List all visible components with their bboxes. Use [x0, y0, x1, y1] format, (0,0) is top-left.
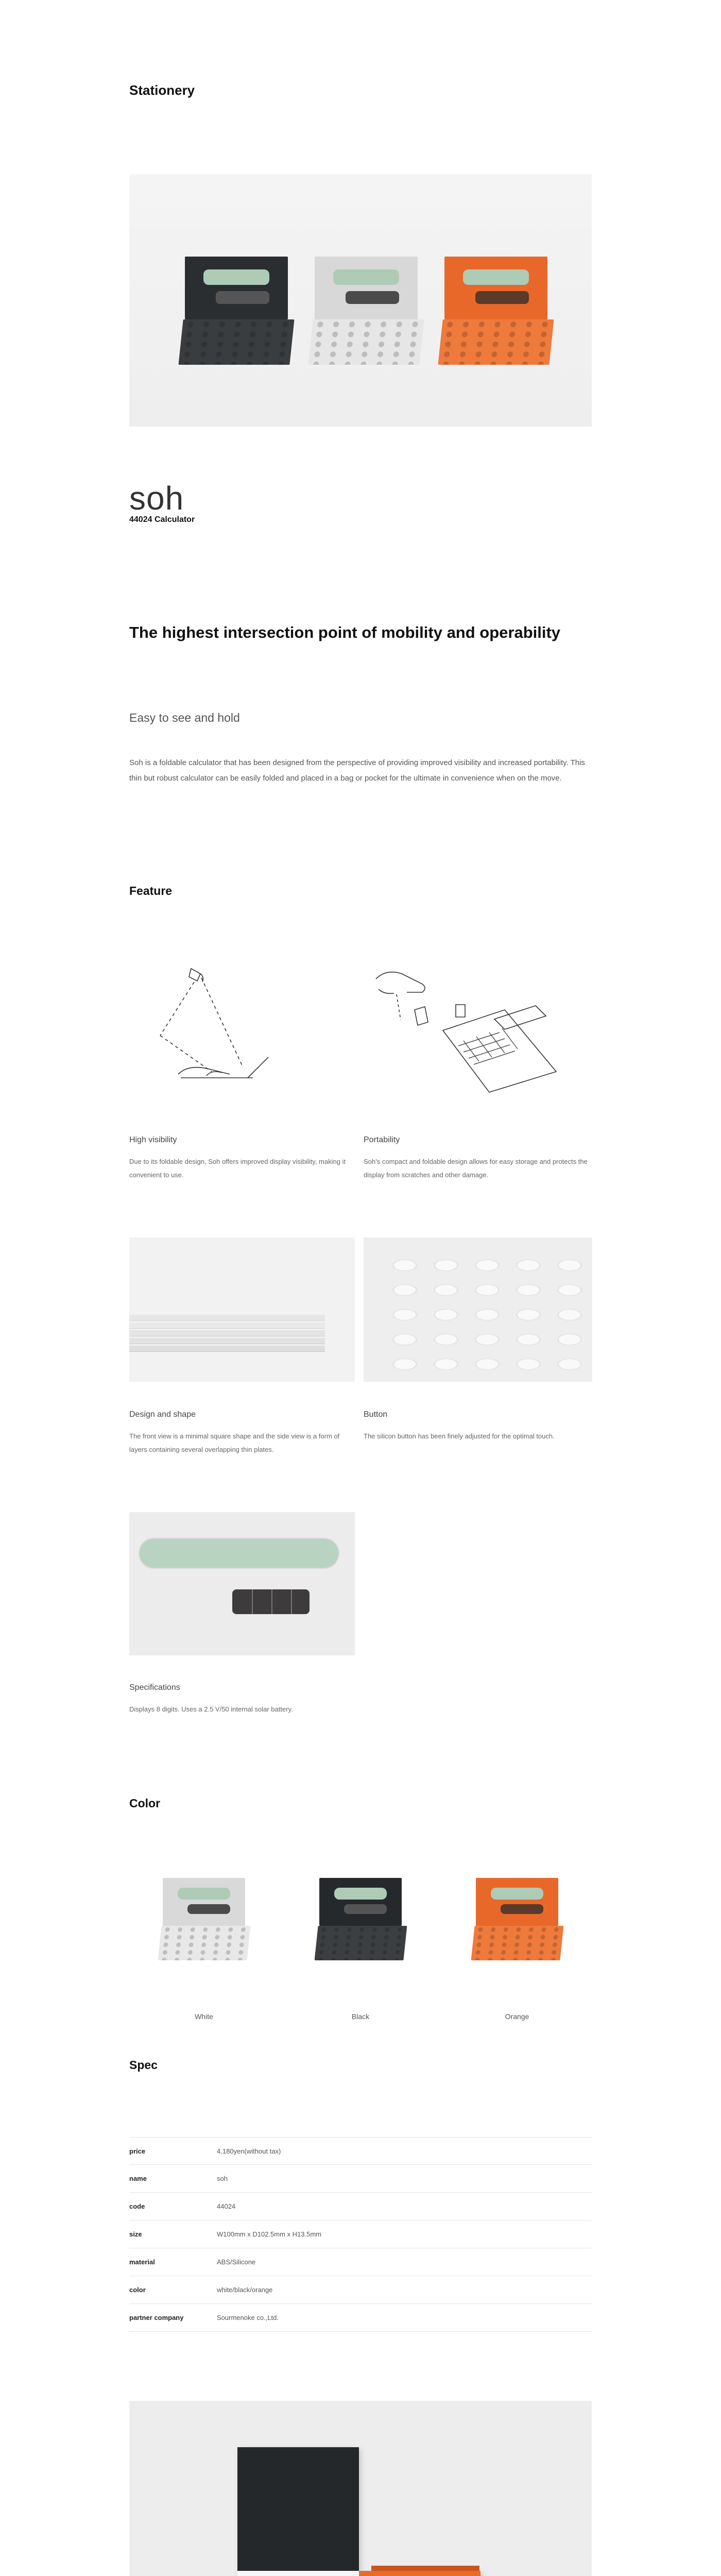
intro-body: Soh is a foldable calculator that has been designed from the perspective of providing improved visibility and increased portability. This thin but robust calculator can be easily folded and placed in a bag or pocket for the ultimate in convenience when on the move. [129, 758, 585, 783]
feature-4-title: Button [364, 1410, 388, 1419]
spec-row-material [129, 2248, 592, 2276]
spec-row-size [129, 2221, 592, 2248]
feature-1-title: High visibility [129, 1136, 177, 1144]
feature-2-title: Portability [364, 1136, 400, 1144]
headline: The highest intersection point of mobility and operability [129, 623, 561, 641]
color-title: Color [129, 1797, 161, 1810]
display-photo [129, 1512, 355, 1655]
spec-row-color [129, 2276, 592, 2304]
spec-value: soh [217, 2175, 228, 2182]
white-calculator [315, 257, 418, 365]
spec-label: code [129, 2202, 145, 2210]
spec-label: name [129, 2175, 147, 2182]
spec-label: color [129, 2286, 146, 2294]
intro-subhead: Easy to see and hold [129, 711, 240, 724]
spec-row-name [129, 2165, 592, 2193]
feature-title: Feature [129, 884, 173, 897]
feature-3-title: Design and shape [129, 1410, 196, 1419]
product-model: 44024 Calculator [129, 515, 195, 524]
spec-label: price [129, 2147, 146, 2155]
spec-value: white/black/orange [217, 2286, 273, 2294]
spec-table [129, 2137, 592, 2332]
color-white-label: White [195, 2012, 213, 2021]
spec-title: Spec [129, 2058, 158, 2072]
spec-value: Sourmenoke co.,Ltd. [217, 2314, 279, 2321]
spec-row-code [129, 2193, 592, 2221]
visibility-illustration [129, 958, 356, 1103]
black-variant-photo [309, 1873, 412, 1981]
spec-label: partner company [129, 2314, 184, 2321]
hero-image [129, 174, 592, 427]
category-title: Stationery [129, 82, 195, 98]
feature-3-desc: The front view is a minimal square shape and the side view is a form of layers containing several overlapping thin plates. [129, 1432, 340, 1453]
spec-label: size [129, 2230, 142, 2238]
color-orange-label: Orange [505, 2012, 529, 2021]
black-calculator [185, 257, 288, 365]
feature-5-desc: Displays 8 digits. Uses a 2.5 V/50 internal solar battery. [129, 1705, 293, 1713]
spec-value: W100mm x D102.5mm x H13.5mm [217, 2230, 321, 2238]
feature-1-desc: Due to its foldable design, Soh offers improved display visibility, making it convenient to use. [129, 1158, 346, 1179]
feature-5-title: Specifications [129, 1683, 180, 1692]
portability-illustration [360, 958, 592, 1103]
spec-label: material [129, 2258, 155, 2266]
orange-calculator [444, 257, 547, 365]
orange-variant-photo [466, 1873, 569, 1981]
spec-value: 44024 [217, 2202, 236, 2210]
spec-row-price [129, 2137, 592, 2165]
color-black-label: Black [351, 2012, 370, 2021]
spec-value: 4,180yen(without tax) [217, 2147, 281, 2155]
gallery-photo-folded [129, 2401, 592, 2576]
spec-value: ABS/Silicone [217, 2258, 256, 2266]
product-name: soh [129, 480, 184, 517]
feature-4-desc: The silicon button has been finely adjusted for the optimal touch. [364, 1432, 555, 1440]
layers-photo [129, 1238, 355, 1382]
white-variant-photo [152, 1873, 255, 1981]
spec-row-partner-company [129, 2304, 592, 2332]
buttons-photo [364, 1238, 592, 1382]
feature-2-desc: Soh’s compact and foldable design allows for easy storage and protects the display from scratches and other damage. [364, 1158, 588, 1179]
